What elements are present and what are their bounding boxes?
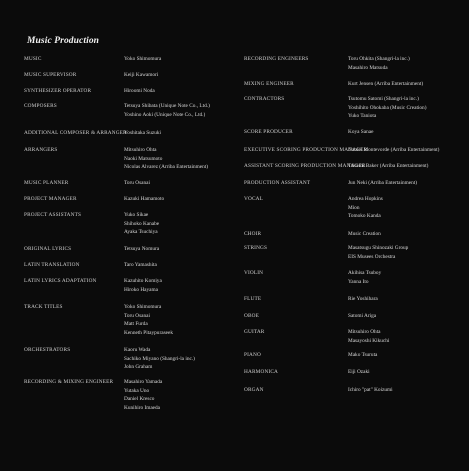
credit-name: Yoshitaka Suzuki [124,130,161,136]
credit-names [124,180,150,189]
credit-role: MUSIC PLANNER [24,180,69,186]
credit-name: Daniel Kresco [124,396,155,403]
credit-names [348,231,381,240]
credit-name: Toru Ohkita (Shangri-la inc.) [348,56,410,62]
credit-role: VIOLIN [244,270,264,276]
credit-name: Yoko Shimomura [124,304,162,310]
credit-name: Kazuhito Komiya [124,278,162,284]
credit-role: ASSISTANT SCORING PRODUCTION MANAGER [244,163,366,169]
credit-name: Daniel Montevorde (Arriba Entertainment) [348,147,440,153]
credit-names [348,96,426,122]
credit-names [348,313,376,322]
credit-name: Masatsugu Shinozaki Group [348,245,409,251]
credit-names [124,304,173,339]
credit-name: Akihisa Tsuboy [348,270,382,276]
credit-names [348,147,439,156]
credit-role: ORCHESTRATORS [24,347,71,353]
credit-name: Mitsuhiro Ohta [348,329,381,335]
credit-names [348,245,408,262]
credit-name: EIS Musees Orchestra [348,253,396,260]
credit-role: OBOE [244,313,260,319]
credit-name: Tomoko Kanda [348,213,381,220]
credit-name: Kurt Jensen (Arriba Entertainment) [348,81,424,87]
credit-names [124,246,159,255]
credit-name: Yoko Shimomura [124,56,162,62]
credit-name: Toru Osanai [124,180,150,186]
credit-name: Hiroomi Noda [124,88,155,94]
credit-role: MUSIC [24,56,42,62]
credit-names [124,147,208,173]
credit-name: Ichiro "pat" Koizumi [348,387,393,393]
credit-role: CONTRACTORS [244,96,285,102]
credit-role: MIXING ENGINEER [244,81,294,87]
credit-role: VOCAL [244,196,263,202]
credit-name: Mion [348,204,360,211]
credit-names [124,103,210,120]
credit-names [348,163,428,172]
credit-name: Tetsuya Nomura [124,246,160,252]
credit-role: RECORDING ENGINEERS [244,56,309,62]
credit-role: RECORDING & MIXING ENGINEER [24,379,114,385]
credit-name: Andrea Hopkins [348,196,383,202]
credit-name: Masahiro Matsuda [348,64,388,71]
credit-names [348,81,423,90]
credit-names [124,130,161,139]
credit-name: Mako Tsuruta [348,352,378,358]
credit-role: GUITAR [244,329,265,335]
credit-names [124,347,195,373]
credit-role: PROJECT MANAGER [24,196,77,202]
credit-role: PRODUCTION ASSISTANT [244,180,311,186]
section-title: Music Production [27,36,100,46]
credit-names [348,296,378,305]
credit-name: Yuko Sikae [124,212,149,218]
credit-name: Mitsuhiro Ohta [124,147,157,153]
credit-name: Kunihiro Imaeda [124,405,161,412]
credit-role: ORIGINAL LYRICS [24,246,72,252]
credit-name: Ayaka Tsuchiya [124,229,158,236]
credit-role: TRACK TITLES [24,304,63,310]
credit-role: LATIN LYRICS ADAPTATION [24,278,97,284]
credit-role: PIANO [244,352,261,358]
credit-name: Shihoko Kanabe [124,220,160,227]
credit-names [348,196,383,222]
credit-name: Eiji Ozaki [348,369,370,375]
credit-name: Yoshino Aoki (Unique Note Co., Ltd.) [124,111,206,118]
credit-name: Music Creation [348,231,381,237]
credit-names [124,212,159,238]
credit-names [124,88,155,97]
credit-names [348,270,381,287]
credit-names [348,180,417,189]
credit-role: MUSIC SUPERVISOR [24,72,77,78]
credit-role: SYNTHESIZER OPERATOR [24,88,92,94]
credit-name: Kaoru Wada [124,347,151,353]
credit-names [124,278,162,295]
credit-name: Hiroko Hayama [124,286,158,293]
credit-role: PROJECT ASSISTANTS [24,212,82,218]
credit-name: Nicolas Alvarez (Arriba Entertainment) [124,164,208,171]
credit-name: Yanna Ito [348,278,369,285]
credit-name: Toru Osanai [124,312,150,319]
credit-name: Kazuki Hamamoto [124,196,165,202]
credit-name: Keiji Kawamori [124,72,159,78]
credit-names [348,369,370,378]
credit-name: Satomi Ariga [348,313,377,319]
credit-name: Yoshihito Ohokaba (Music Creation) [348,104,427,111]
credit-name: Yuko Taniota [348,113,377,120]
credit-name: Jun Neki (Arriba Entertainment) [348,180,417,186]
credit-names [124,72,158,81]
credit-role: ARRANGERS [24,147,58,153]
credit-name: Sachiko Miyano (Shangri-la inc.) [124,355,195,362]
credit-names [348,387,393,396]
credit-name: Taro Yamashita [124,262,157,268]
credit-name: Masayoshi Kikuchi [348,337,390,344]
credit-role: ORGAN [244,387,264,393]
credit-names [124,56,161,65]
credit-name: Yutaka Uno [124,387,150,394]
credit-names [348,129,373,138]
credit-role: COMPOSERS [24,103,57,109]
credit-role: EXECUTIVE SCORING PRODUCTION MANAGER [244,147,368,153]
credit-names [124,379,162,414]
credit-name: Tetsuya Shibata (Unique Note Co., Ltd.) [124,103,210,109]
credit-names [124,262,157,271]
credit-name: Kenneth Pitaypuraseek [124,330,173,337]
credit-names [348,56,410,73]
credit-name: Rie Yoshihara [348,296,378,302]
credit-role: FLUTE [244,296,262,302]
credit-name: Tsutomu Satomi (Shangri-la inc.) [348,96,419,102]
credit-names [348,352,377,361]
credit-name: Naoki Matsumoto [124,155,163,162]
credit-name: John Graham [124,364,153,371]
credit-role: LATIN TRANSLATION [24,262,80,268]
credit-role: HARMONICA [244,369,279,375]
credit-names [124,196,164,205]
credit-role: SCORE PRODUCER [244,129,293,135]
credit-name: Matt Furda [124,321,148,328]
credit-role: ADDITIONAL COMPOSER & ARRANGER [24,130,127,136]
credit-name: Masahiro Yamada [124,379,163,385]
credit-role: CHOIR [244,231,262,237]
credit-role: STRINGS [244,245,268,251]
credit-name: Takashi Baker (Arriba Entertainment) [348,163,429,169]
credit-names [348,329,389,346]
credit-name: Koya Sanae [348,129,374,135]
